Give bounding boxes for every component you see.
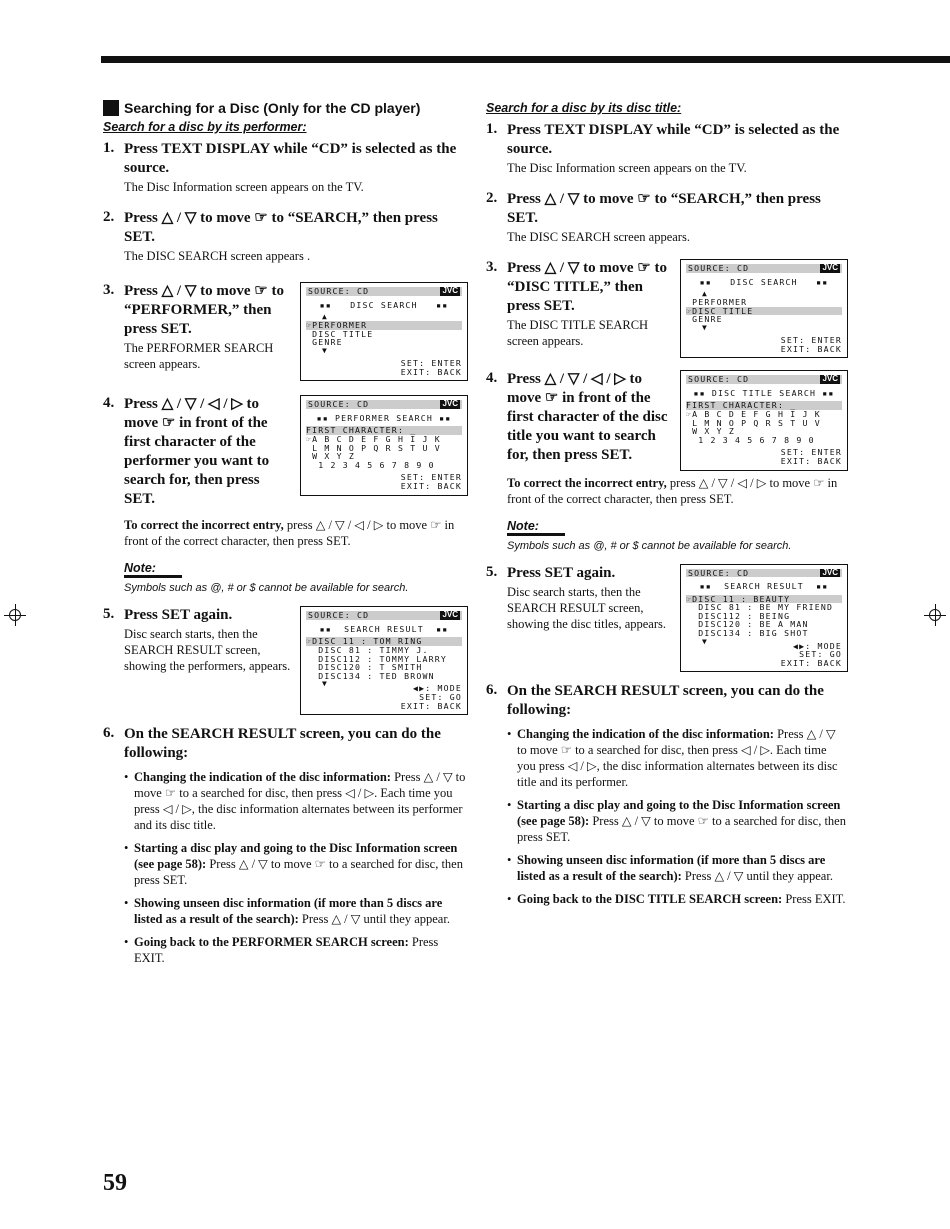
- note-text: Symbols such as @, # or $ cannot be available for search.: [507, 539, 792, 552]
- step-text: The DISC SEARCH screen appears.: [507, 230, 690, 244]
- left-step-5: [103, 606, 468, 715]
- step-title: Press △ / ▽ / ◁ / ▷ to move ☞ in front of the first character of the disc title you want to search for, then press SET.: [507, 371, 668, 464]
- bullet-text: Press △ / ▽ until they appear.: [681, 869, 833, 884]
- screen-source: SOURCE: CD: [308, 610, 370, 621]
- bullet-bold: Starting a disc play and going to the Disc Information screen (see page 58):: [134, 841, 458, 872]
- screen-footer: SET: ENTER: [400, 357, 462, 368]
- step-number: 5.: [486, 563, 498, 580]
- right-step-2: [486, 190, 848, 245]
- list-item: [124, 840, 468, 888]
- correction-body: press △ / ▽ / ◁ / ▷ to move ☞ in front of the correct character, then press SET.: [124, 518, 455, 549]
- correction-body: press △ / ▽ / ◁ / ▷ to move ☞ in front of the correct character, then press SET.: [507, 475, 838, 506]
- performer-search-screen: [300, 395, 468, 495]
- note-text: Symbols such as @, # or $ cannot be available for search.: [124, 582, 409, 595]
- bullet-text: Press △ / ▽ to move ☞ to a searched for disc, then press SET.: [134, 857, 463, 888]
- step-title: Press △ / ▽ / ◁ / ▷ to move ☞ in front of the first character of the performer you want to search for, then press SET.: [124, 396, 270, 508]
- screen-footer: EXIT: BACK: [780, 657, 842, 668]
- up-arrow-icon: ▲: [702, 289, 709, 299]
- bullet-text: Press △ / ▽ to move ☞ to a searched for disc, then press ◁ / ▷. Each time you press ◁ / ▷, the disc information alternates between its performer and its disc title.: [134, 770, 466, 833]
- step-number: 1.: [486, 121, 498, 137]
- jvc-logo: JVC: [442, 399, 458, 409]
- step-title: On the SEARCH RESULT screen, you can do the following:: [507, 683, 824, 719]
- right-step-6: [486, 682, 848, 720]
- screen-menu-item: DISC TITLE: [306, 328, 374, 339]
- disc-search-screen: [300, 282, 468, 381]
- screen-footer: ◀▶: MODE: [412, 683, 462, 694]
- screen-char-row: ☞A B C D E F G H I J K: [306, 433, 441, 444]
- list-item: [124, 895, 468, 927]
- screen-menu-item: ☞PERFORMER: [306, 321, 462, 330]
- bullet-text: Press △ / ▽ to move ☞ to a searched for disc, then press ◁ / ▷. Each time you press ◁ / ▷, the disc information alternates between its disc title and its performer.: [517, 727, 838, 790]
- screen-char-row: L M N O P Q R S T U V: [306, 442, 441, 453]
- step-text: The PERFORMER SEARCH screen appears.: [124, 341, 274, 371]
- page-number: 59: [103, 1170, 127, 1196]
- step-title: Press △ / ▽ to move ☞ to “PERFORMER,” then press SET.: [124, 283, 284, 337]
- step-number: 1.: [103, 140, 115, 156]
- screen-footer: EXIT: BACK: [780, 455, 842, 466]
- screen-result-row: DISC120 : BE A MAN: [686, 619, 809, 630]
- bullet-bold: Starting a disc play and going to the Disc Information screen (see page 58):: [517, 798, 841, 829]
- screen-source: SOURCE: CD: [308, 286, 370, 296]
- left-step-3: [103, 282, 468, 381]
- subtitle-disc-title: Search for a disc by its disc title:: [486, 101, 682, 115]
- step-title: Press TEXT DISPLAY while “CD” is selected as the source.: [124, 141, 457, 176]
- jvc-logo: JVC: [822, 263, 838, 272]
- note-heading: Note:: [124, 561, 182, 578]
- screen-title: ▪▪ DISC SEARCH ▪▪: [319, 299, 449, 310]
- step-number: 4.: [486, 370, 498, 387]
- screen-title: ▪▪ DISC SEARCH ▪▪: [699, 276, 829, 287]
- step-text: The Disc Information screen appears on the TV.: [124, 180, 364, 194]
- bullet-text: Press EXIT.: [782, 892, 846, 907]
- list-item: [507, 891, 848, 907]
- screen-footer: SET: GO: [419, 691, 462, 702]
- screen-result-row: ☞DISC 11 : TOM RING: [306, 637, 462, 646]
- screen-menu-item: ☞DISC TITLE: [686, 307, 842, 316]
- correction-bold: To correct the incorrect entry,: [507, 475, 667, 490]
- bullet-text: Press △ / ▽ to move ☞ to a searched for disc, then press SET.: [517, 814, 846, 845]
- top-rule: [101, 56, 950, 63]
- screen-result-row: ☞DISC 11 : BEAUTY: [686, 595, 842, 604]
- screen-footer: EXIT: BACK: [400, 480, 462, 491]
- step-number: 6.: [103, 725, 115, 742]
- search-result-screen: [680, 564, 848, 673]
- screen-first-character: FIRST CHARACTER: _: [686, 401, 842, 410]
- list-item: [124, 934, 468, 966]
- step-text: Disc search starts, then the SEARCH RESULT screen, showing the disc titles, appears.: [507, 584, 666, 631]
- screen-result-row: DISC 81 : BE MY FRIEND: [686, 602, 834, 613]
- bullet-bold: Going back to the PERFORMER SEARCH screen:: [134, 935, 409, 950]
- step-title: Press △ / ▽ to move ☞ to “SEARCH,” then press SET.: [124, 210, 438, 245]
- list-item: [507, 726, 848, 790]
- disc-search-screen: [680, 259, 848, 358]
- step-text: The DISC SEARCH screen appears .: [124, 249, 311, 263]
- disc-title-search-screen: [680, 370, 848, 470]
- screen-char-row: ☞A B C D E F G H I J K: [686, 408, 821, 419]
- step-number: 2.: [103, 209, 115, 225]
- screen-title: ▪▪ PERFORMER SEARCH ▪▪: [316, 412, 452, 423]
- step-number: 5.: [103, 606, 115, 623]
- down-arrow-icon: ▼: [702, 322, 709, 332]
- bullet-text: Press EXIT.: [134, 935, 439, 966]
- bullet-bold: Changing the indication of the disc information:: [134, 770, 391, 785]
- left-column: [103, 98, 468, 973]
- correction-text: [507, 475, 848, 507]
- screen-result-row: DISC112 : TOMMY LARRY: [306, 653, 447, 664]
- step-text: Disc search starts, then the SEARCH RESULT screen, showing the performers, appears.: [124, 627, 291, 674]
- bullet-bold: Changing the indication of the disc information:: [517, 727, 774, 742]
- screen-source: SOURCE: CD: [308, 399, 370, 410]
- screen-footer: EXIT: BACK: [400, 366, 462, 377]
- jvc-logo: JVC: [442, 610, 458, 620]
- registration-mark-right: [924, 604, 946, 626]
- note-heading: Note:: [507, 519, 565, 536]
- step-title: On the SEARCH RESULT screen, you can do the following:: [124, 726, 441, 762]
- note-box: [507, 517, 848, 552]
- right-step-3: [486, 259, 848, 358]
- bullet-bold: Going back to the DISC TITLE SEARCH screen:: [517, 892, 783, 907]
- section-title: Searching for a Disc (Only for the CD player): [124, 100, 421, 116]
- step-number: 6.: [486, 682, 498, 699]
- screen-footer: ◀▶: MODE: [792, 640, 842, 651]
- step-title: Press SET again.: [507, 564, 616, 581]
- screen-footer: SET: ENTER: [780, 447, 842, 458]
- screen-source: SOURCE: CD: [688, 263, 750, 273]
- correction-bold: To correct the incorrect entry,: [124, 518, 284, 533]
- bullet-bold: Showing unseen disc information (if more than 5 discs are listed as a result of the search):: [134, 896, 443, 927]
- subtitle-performer: Search for a disc by its performer:: [103, 120, 307, 134]
- right-step-1: [486, 121, 848, 176]
- left-step-1: [103, 140, 468, 195]
- step-title: Press △ / ▽ to move ☞ to “SEARCH,” then press SET.: [507, 191, 821, 226]
- screen-footer: EXIT: BACK: [780, 343, 842, 354]
- registration-mark-left: [4, 604, 26, 626]
- screen-menu-item: GENRE: [686, 314, 723, 325]
- screen-menu-item: GENRE: [306, 337, 343, 348]
- jvc-logo: JVC: [442, 286, 458, 295]
- left-step-6: [103, 725, 468, 763]
- search-result-screen: [300, 606, 468, 715]
- left-bullet-list: [124, 769, 468, 966]
- screen-footer: SET: ENTER: [780, 334, 842, 345]
- section-heading: [103, 100, 468, 116]
- screen-source: SOURCE: CD: [688, 374, 750, 385]
- screen-result-row: DISC120 : T SMITH: [306, 662, 423, 673]
- step-title: Press SET again.: [124, 607, 233, 624]
- screen-first-character: FIRST CHARACTER: _: [306, 426, 462, 435]
- step-number: 3.: [486, 259, 498, 275]
- list-item: [507, 852, 848, 884]
- screen-footer: EXIT: BACK: [400, 700, 462, 711]
- screen-result-row: DISC112 : BEING: [686, 610, 791, 621]
- up-arrow-icon: ▲: [322, 312, 329, 322]
- screen-char-row: W X Y Z: [306, 451, 356, 462]
- screen-source: SOURCE: CD: [688, 567, 750, 578]
- list-item: [124, 769, 468, 833]
- right-column: [486, 98, 848, 914]
- step-text: The Disc Information screen appears on the TV.: [507, 161, 747, 175]
- screen-footer: SET: ENTER: [400, 472, 462, 483]
- screen-result-row: DISC 81 : TIMMY J.: [306, 644, 429, 655]
- step-title: Press TEXT DISPLAY while “CD” is selected as the source.: [507, 122, 840, 157]
- step-text: The DISC TITLE SEARCH screen appears.: [507, 318, 649, 348]
- screen-char-row: 1 2 3 4 5 6 7 8 9 0: [686, 434, 815, 445]
- step-number: 3.: [103, 282, 115, 298]
- note-box: [124, 559, 468, 594]
- screen-title: ▪▪ DISC TITLE SEARCH ▪▪: [693, 387, 835, 398]
- screen-result-row: DISC134 : BIG SHOT: [686, 628, 809, 639]
- square-bullet-icon: [103, 100, 119, 116]
- screen-char-row: 1 2 3 4 5 6 7 8 9 0: [306, 459, 435, 470]
- step-number: 2.: [486, 190, 498, 206]
- jvc-logo: JVC: [822, 374, 838, 384]
- step-number: 4.: [103, 395, 115, 412]
- step-title: Press △ / ▽ to move ☞ to “DISC TITLE,” then press SET.: [507, 260, 667, 314]
- down-arrow-icon: ▼: [322, 679, 329, 689]
- screen-title: ▪▪ SEARCH RESULT ▪▪: [319, 623, 449, 634]
- bullet-bold: Showing unseen disc information (if more than 5 discs are listed as a result of the search):: [517, 853, 826, 884]
- right-step-4: [486, 370, 848, 470]
- screen-footer: SET: GO: [799, 649, 842, 660]
- correction-text: [124, 517, 468, 549]
- bullet-text: Press △ / ▽ until they appear.: [298, 912, 450, 927]
- left-step-2: [103, 209, 468, 264]
- down-arrow-icon: ▼: [702, 636, 709, 646]
- left-step-4: [103, 395, 468, 509]
- down-arrow-icon: ▼: [322, 345, 329, 355]
- right-step-5: [486, 564, 848, 673]
- right-bullet-list: [507, 726, 848, 907]
- screen-menu-item: PERFORMER: [686, 297, 748, 308]
- screen-char-row: L M N O P Q R S T U V: [686, 417, 821, 428]
- screen-result-row: DISC134 : TED BROWN: [306, 670, 435, 681]
- screen-char-row: W X Y Z: [686, 426, 736, 437]
- list-item: [507, 797, 848, 845]
- jvc-logo: JVC: [822, 567, 838, 577]
- screen-title: ▪▪ SEARCH RESULT ▪▪: [699, 581, 829, 592]
